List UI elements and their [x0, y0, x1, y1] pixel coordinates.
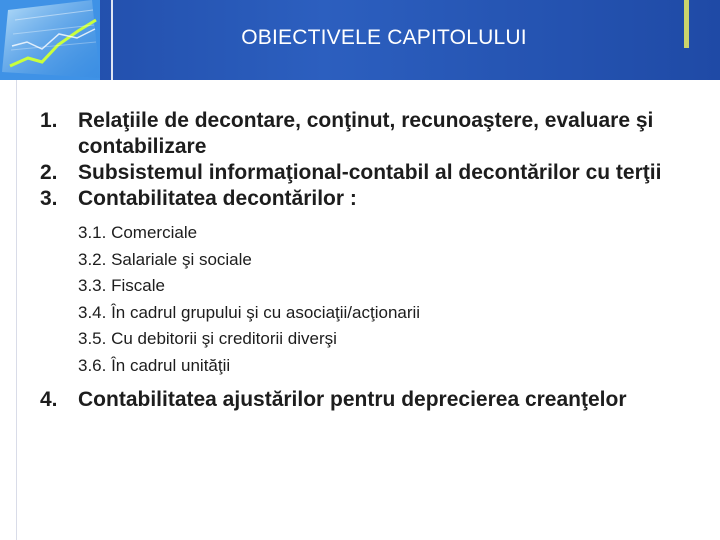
subtopic-3-6: 3.6. În cadrul unităţii — [78, 355, 231, 375]
objective-item-3 — [40, 186, 700, 212]
left-vertical-line — [16, 80, 17, 540]
objective-text-4: Contabilitatea ajustărilor pentru deprecierea creanţelor — [78, 388, 627, 411]
header-divider — [111, 0, 113, 80]
page-title: OBIECTIVELE CAPITOLULUI — [241, 26, 527, 49]
objective-number-3: 3. — [40, 187, 58, 210]
objective-number-1: 1. — [40, 109, 58, 132]
objective-item-4 — [40, 387, 700, 413]
accounting-subtopics-list — [78, 220, 700, 379]
subtopic-3-1: 3.1. Comerciale — [78, 223, 198, 242]
objective-text-3: Contabilitatea decontărilor : — [78, 187, 357, 210]
header-accent-bar — [684, 0, 689, 48]
objective-item-2 — [40, 160, 700, 186]
objective-number-4: 4. — [40, 388, 58, 411]
computer-screen-image — [0, 0, 100, 80]
subtopic-3-2: 3.2. Salariale şi sociale — [78, 249, 252, 269]
subtopic-3-3: 3.3. Fiscale — [78, 276, 165, 295]
objective-item-1 — [40, 108, 700, 160]
objective-text-2: Subsistemul informaţional-contabil al decontărilor cu terţii — [78, 161, 662, 184]
subtopic-3-4: 3.4. În cadrul grupului şi cu asociaţii/acţionarii — [78, 302, 421, 322]
subtopic-3-5: 3.5. Cu debitorii şi creditorii diverşi — [78, 329, 337, 348]
objectives-list — [40, 108, 700, 413]
objective-text-1: Relaţiile de decontare, conţinut, recunoaştere, evaluare şi contabilizare — [78, 109, 654, 158]
objective-number-2: 2. — [40, 161, 58, 184]
